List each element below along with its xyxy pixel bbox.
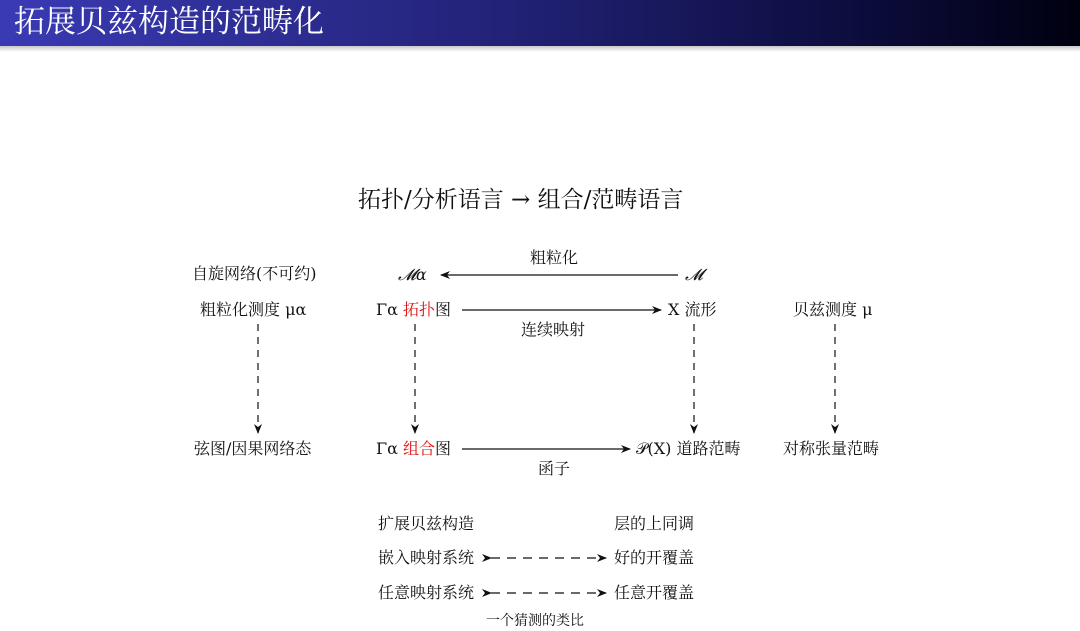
coarse-graining-label: 粗粒化 <box>530 248 579 267</box>
conjecture-caption: 一个猜测的类比 <box>486 613 584 629</box>
continuous-map-label: 连续映射 <box>521 320 586 339</box>
string-diagram-label: 弦图/因果网络态 <box>194 439 312 458</box>
symmetric-tensor-label: 对称张量范畴 <box>783 439 880 458</box>
coarse-measure-label: 粗粒化测度 μα <box>200 300 307 319</box>
functor-label: 函子 <box>538 459 571 478</box>
x-manifold-node: X 流形 <box>668 300 717 319</box>
path-category-node: 𝒫(X) 道路范畴 <box>636 439 741 458</box>
graph-word: 图 <box>435 439 452 458</box>
slide-title: 拓展贝兹构造的范畴化 <box>14 4 324 40</box>
embedding-system-label: 嵌入映射系统 <box>378 548 475 567</box>
sheaf-cohomology-header: 层的上同调 <box>614 514 695 533</box>
graph-word: 图 <box>435 300 452 319</box>
gamma-prefix: Γα <box>376 300 403 319</box>
m-alpha-node: 𝓜α <box>398 265 427 284</box>
baez-measure-label: 贝兹测度 μ <box>793 300 873 319</box>
spin-network-label: 自旋网络(不可约) <box>192 264 317 283</box>
extended-baez-header: 扩展贝兹构造 <box>378 514 475 533</box>
arbitrary-cover-label: 任意开覆盖 <box>614 583 695 602</box>
arbitrary-system-label: 任意映射系统 <box>378 583 475 602</box>
topology-word: 拓扑 <box>403 300 436 319</box>
diagram-subtitle: 拓扑/分析语言 → 组合/范畴语言 <box>358 187 684 213</box>
m-node: 𝓜 <box>685 265 703 284</box>
gamma-prefix: Γα <box>376 439 403 458</box>
good-cover-label: 好的开覆盖 <box>614 548 695 567</box>
combinatorial-word: 组合 <box>403 439 436 458</box>
